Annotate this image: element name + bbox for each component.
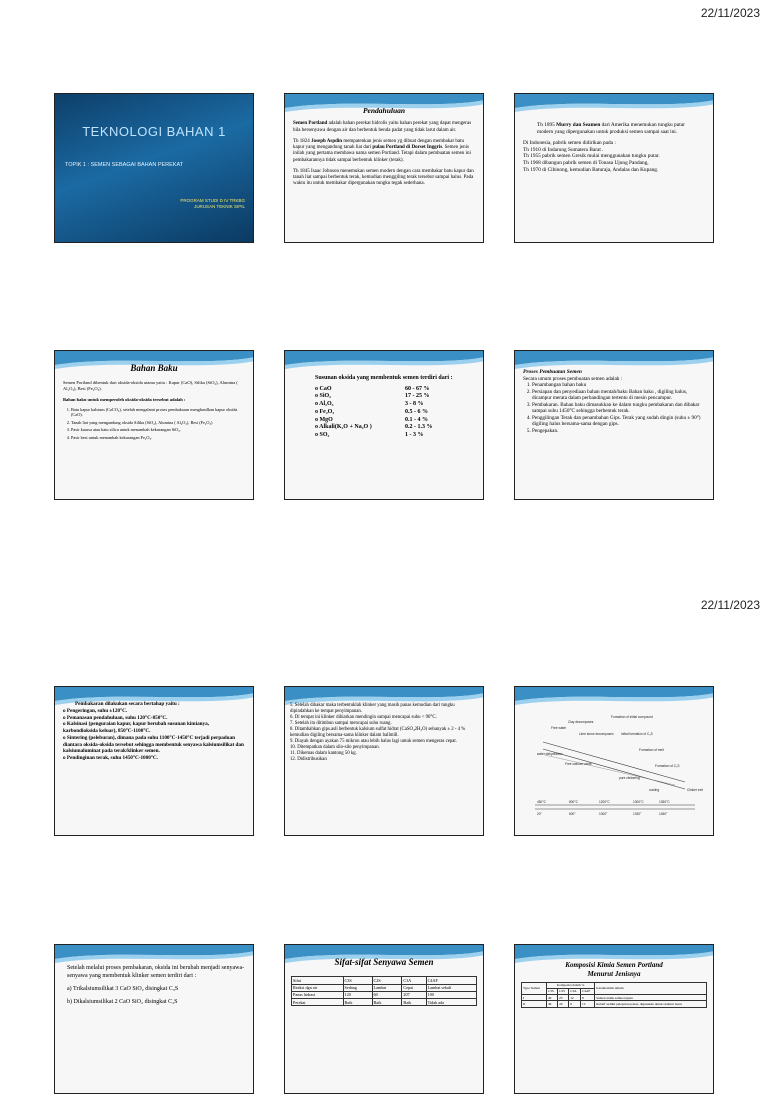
step-line: 7. Setelah itu ditimbun sampai mencapai suhu ruang. bbox=[290, 720, 392, 726]
table-cell: C4AF bbox=[581, 988, 595, 994]
table-cell: Perekat bbox=[292, 999, 344, 1006]
list-item: 2. Tanah liat yang mengandung oksida Silika (SiO₂), Alumina ( Al₂O₃), Besi (Fe₂O₃) bbox=[71, 420, 245, 425]
oxide-name: o Fe₂O₃ bbox=[315, 408, 335, 415]
process-step: 3. Pembakaran. Bahan baku dimasukkan ke dalam tungku pembakaran dan dibakar sampai suhu 1450°C sehingga berbentuk terak. bbox=[532, 402, 705, 415]
table-row bbox=[292, 991, 477, 998]
step-line: 10. Ditempatkan dalam silo-silo penyimpanan. bbox=[290, 744, 380, 750]
temperature-bottom: 1000° bbox=[599, 812, 608, 816]
slide-heading-line-2: Menurut Jenisnya bbox=[587, 969, 641, 978]
table-cell: Lambat sekali bbox=[426, 984, 476, 991]
raw-material-list bbox=[63, 407, 245, 440]
indonesia-history bbox=[523, 140, 705, 173]
slide-komposisi-kimia bbox=[514, 944, 714, 1094]
burning-stage: o Sintering (peleburan), dimana pada suhu 1100°C-1450°C terjadi perpaduan diantara oksida-oksida tersebut sehingga membentuk senyawa kalsiumsilikat dan kalsiumaluminat pada terak/klinker semen. bbox=[63, 734, 244, 755]
diagram-label: Clinker exit bbox=[687, 788, 703, 792]
slide-sejarah bbox=[514, 93, 714, 243]
burning-stage: o Kalsinasi (penguraian kapur, kapur berubah susunan kimianya, karbondioksida keluar), 850°C-1100°C. bbox=[63, 721, 210, 734]
diagram-label: Formation of C₃S bbox=[655, 764, 680, 768]
table-cell: Karakteristik umum bbox=[595, 982, 707, 995]
table-cell: II bbox=[522, 1001, 547, 1007]
slide-header-wave bbox=[285, 351, 484, 373]
oxide-value: 1 - 3 % bbox=[405, 432, 424, 439]
table-cell: 25 bbox=[558, 995, 569, 1001]
diagram-label: water dehydration bbox=[537, 752, 563, 756]
table-cell: Baik bbox=[372, 999, 402, 1006]
list-heading: Bahan baku untuk memperoleh oksida-oksida tersebut adalah : bbox=[63, 396, 186, 402]
slide-title-institution bbox=[180, 198, 245, 210]
table-cell: 207 bbox=[402, 991, 426, 998]
step-line: 8. Ditambahkan gips.asli berbentuk kalsium sulfat hidrat (CaSO₄2H₂O) sebanyak ± 2 - 4 % kemudian digiling bersama-sama klinker dalam ballmill. bbox=[290, 726, 466, 738]
oxide-value: 0.2 - 1.3 % bbox=[405, 424, 433, 431]
table-cell: Reaksi dgn air bbox=[292, 984, 344, 991]
table-cell: C2S bbox=[558, 988, 569, 994]
process-step: 5. Pengepakan. bbox=[532, 428, 705, 435]
temperature-top: 1300°C bbox=[633, 800, 644, 804]
slide-heading-line-1: Komposisi Kimia Semen Portland bbox=[565, 961, 663, 969]
slide-senyawa-klinker bbox=[54, 944, 254, 1094]
temperature-top: 1200°C bbox=[599, 800, 610, 804]
table-cell: C3S bbox=[546, 988, 557, 994]
compound-item: a) Trikalsiumsilikat 3 CaO SiO₂ disingkat C₃S bbox=[67, 985, 179, 992]
table-cell: C2S bbox=[372, 977, 402, 984]
diagram-label: Free calcium oxide bbox=[565, 762, 592, 766]
slide-title-heading: TEKNOLOGI BAHAN 1 bbox=[82, 124, 226, 139]
oxide-row bbox=[315, 424, 453, 432]
diagram-label: Formation of melt bbox=[639, 748, 664, 752]
oxide-value: 0.5 - 6 % bbox=[405, 408, 428, 415]
oxide-value: 3 - 8 % bbox=[405, 401, 424, 408]
composition-table bbox=[521, 982, 707, 1008]
oxide-value: 0.1 - 4 % bbox=[405, 416, 428, 423]
table-cell: Type Semen bbox=[522, 982, 547, 995]
compound-properties-table bbox=[291, 976, 477, 1006]
table-cell: C3A bbox=[402, 977, 426, 984]
table-cell: Semen untuk semua tujuan bbox=[595, 995, 707, 1001]
table-cell: 46 bbox=[546, 1001, 557, 1007]
table-row bbox=[292, 999, 477, 1006]
table-row bbox=[522, 1001, 707, 1007]
table-cell: C4AF bbox=[426, 977, 476, 984]
temperature-top: 800°C bbox=[569, 800, 578, 804]
oxide-row bbox=[315, 432, 453, 440]
paragraph: Th 1824 Joseph Aspdin mempatenkan jenis semen yg dibuat dengan membakar batu kapur yang mengandung tanah liat dari pulau Portland di Dorset Inggris. Semen jenis inilah yang pertama membawa nama semen Portland. Tetapi dalam pembuatan semen ini pembakarannya tidak sampai berbentuk klinker (terak). bbox=[293, 138, 471, 163]
oxide-heading: Susunan oksida yang membentuk semen terdiri dari : bbox=[315, 375, 453, 381]
table-cell: 29 bbox=[558, 1001, 569, 1007]
table-cell: 120 bbox=[343, 991, 372, 998]
temperature-top: 1350°C bbox=[659, 800, 670, 804]
table-cell: 12 bbox=[569, 995, 581, 1001]
institution-line-1: PROGRAM STUDI D IV TRKBG bbox=[180, 198, 245, 203]
table-cell: 49 bbox=[546, 995, 557, 1001]
step-line: 6. Di tempat ini klinker dibiarkan mendingin sampai mencapai suhu < 90°C. bbox=[290, 714, 437, 720]
slide-heading: Bahan Baku bbox=[130, 363, 178, 373]
diagram-label: Free water bbox=[551, 726, 567, 730]
date-top: 22/11/2023 bbox=[700, 6, 760, 20]
oxide-row bbox=[315, 386, 453, 394]
table-cell: 8 bbox=[581, 995, 595, 1001]
process-step: 4. Penggilingan Terak dan penambahan Gips. Terak yang sudah dingin (suhu ± 90°) digiling halus bersama-sama dengan gips. bbox=[532, 415, 705, 428]
temperature-bottom: 600° bbox=[569, 812, 576, 816]
process-intro: Secara umum proses pembuatan semen adalah : bbox=[523, 375, 623, 382]
process-steps bbox=[523, 382, 705, 434]
slide-heading: Pendahuluan bbox=[362, 106, 406, 115]
table-cell: Komposisi dalam % bbox=[546, 982, 594, 988]
temperature-top: 450°C bbox=[537, 800, 546, 804]
paragraph: Semen Portland dibentuk dari oksida-oksida utama yaitu : Kapur (CaO), Silika (SiO₂), Alumina ( Al₂O₃), Besi (Fe₂O₃). bbox=[63, 380, 238, 391]
table-cell: C3A bbox=[569, 988, 581, 994]
history-line: Th 1968 dibangun pabrik semen di Tonasa Ujung Pandang, bbox=[523, 160, 649, 167]
slide-heading: Sifat-sifat Senyawa Semen bbox=[334, 957, 434, 967]
list-item: 3. Pasir kuarsa atau batu silica untuk menambah kekurangan SiO₂. bbox=[71, 427, 245, 432]
history-line: Di Indonesia, pabrik semen didirikan pada : bbox=[523, 140, 616, 147]
paragraph: Th 1845 Isaac Johnson menemukan semen modern dengan cara membakar batu kapur dan tanah liat sampai berbentuk terak, kemudian menggiling terak tersebut sampai halus. Pada waktu itu untuk membakar dipergunakan tungku tegak sederhana. bbox=[293, 168, 474, 187]
institution-line-2: JURUSAN TEKNIK SIPIL bbox=[194, 203, 245, 209]
oxide-name: o SiO₂ bbox=[315, 393, 331, 400]
burning-stage: o Pendinginan terak, suhu 1450°C-1000°C. bbox=[63, 755, 158, 761]
table-cell: I bbox=[522, 995, 547, 1001]
kiln-diagram bbox=[515, 687, 714, 836]
table-cell: 60 bbox=[372, 991, 402, 998]
oxide-name: o Alkali(K₂O + Na₂O ) bbox=[315, 424, 372, 431]
table-cell: Sifat bbox=[292, 977, 344, 984]
slide-header-wave bbox=[515, 94, 714, 116]
table-cell: Baik bbox=[402, 999, 426, 1006]
diagram-label: Lime stone decomposes bbox=[579, 732, 614, 736]
slide-title bbox=[54, 93, 254, 243]
burning-stage: o Pemanasan pendahuluan, suhu 120°C-850°C. bbox=[63, 714, 168, 721]
diagram-label: Clay decomposes bbox=[568, 720, 594, 724]
process-step: 1. Penambangan bahan baku bbox=[532, 382, 705, 389]
diagram-label: Initial formation of C₃S bbox=[621, 732, 653, 736]
oxide-name: o MgO bbox=[315, 416, 333, 423]
table-cell: Lambat bbox=[372, 984, 402, 991]
slide-sifat-senyawa bbox=[284, 944, 484, 1094]
oxide-list bbox=[315, 386, 453, 441]
diagram-label: cooling bbox=[649, 788, 660, 792]
table-cell: C3S bbox=[343, 977, 372, 984]
table-cell: Sedang bbox=[343, 984, 372, 991]
slide-kiln-diagram bbox=[514, 686, 714, 836]
history-line: Th 1970 di Cibinong, kemudian Baturaja, Andalas dan Kupang. bbox=[523, 166, 659, 173]
table-cell: Baik bbox=[343, 999, 372, 1006]
slide-tahap-pembakaran bbox=[54, 686, 254, 836]
table-cell: Cepat bbox=[402, 984, 426, 991]
history-line: Th 1955 pabrik semen Gresik mulai menggunakan tungku putar. bbox=[523, 153, 660, 160]
paragraph: Semen Portland adalah bahan perekat hidrolis yaitu bahan perekat yang dapat mengeras bila bersenyawa dengan air dan berbentuk benda padat yang tidak larut dalam air. bbox=[293, 121, 472, 133]
oxide-name: o CaO bbox=[315, 385, 332, 392]
oxide-row bbox=[315, 409, 453, 417]
compound-intro: Setelah melalui proses pembakaran, oksida ini berubah menjadi senyawa-senyawa yang membentuk klinker semen terdiri dari : bbox=[67, 965, 245, 979]
table-cell: 6 bbox=[569, 1001, 581, 1007]
slide-langkah-lanjutan bbox=[284, 686, 484, 836]
oxide-value: 60 - 67 % bbox=[405, 385, 430, 392]
burning-intro: Pembakaran dilakukan secara bertahap yaitu : bbox=[75, 701, 180, 707]
oxide-name: o Al₂O₃ bbox=[315, 401, 334, 408]
slide-heading bbox=[521, 961, 707, 979]
oxide-row bbox=[315, 401, 453, 409]
list-item: 4. Pasir besi untuk menambah kekurangan Fe₂O₃. bbox=[71, 435, 245, 440]
process-step: 2. Persiapan dan penyediaan bahan mentah/baku Bahan baku , digiling halus, dicampur merata dalam perbandingan tertentu di mesin pencampur. bbox=[532, 389, 705, 402]
compound-item: b) Dikalsiumsilikat 2 CaO SiO₂ disingkat C₂S bbox=[67, 999, 178, 1006]
burning-stage: o Pengeringan, suhu ±120°C. bbox=[63, 707, 128, 714]
step-line: 12. Didistribusikan bbox=[290, 756, 327, 762]
temperature-bottom: 1450° bbox=[659, 812, 668, 816]
list-item: 1. Batu kapur kalsium (CaCO₃), setelah mengalami proses pembakaran menghasilkan kapur oksida (CaO). bbox=[71, 407, 245, 418]
table-cell: 12 bbox=[581, 1001, 595, 1007]
step-line: 11. Dikemas dalam kantong 50 kg. bbox=[290, 750, 357, 756]
slide-bahan-baku bbox=[54, 350, 254, 500]
table-cell: Panas hidrasi bbox=[292, 991, 344, 998]
step-line: 5. Setelah dibakar maka terbentuklah klinker yang masih panas kemudian dari tungku dipindahkan ke tempat penyimpanan. bbox=[290, 703, 455, 714]
slide-header-wave bbox=[55, 945, 254, 967]
slide-heading: Proses Pembuatan Semen bbox=[523, 369, 582, 375]
temperature-bottom: 20° bbox=[537, 812, 542, 816]
oxide-name: o SO₃ bbox=[315, 432, 330, 439]
table-header-row bbox=[292, 977, 477, 984]
oxide-row bbox=[315, 393, 453, 401]
slide-proses-pembuatan bbox=[514, 350, 714, 500]
slide-susunan-oksida bbox=[284, 350, 484, 500]
table-cell: Relatif sedikit pelepasan panas, digunakan untuk struktur besar bbox=[595, 1001, 707, 1007]
table-cell: 100 bbox=[426, 991, 476, 998]
slide-title-subtitle: TOPIK 1 : SEMEN SEBAGAI BAHAN PEREKAT bbox=[65, 162, 184, 168]
diagram-label: Formation of initial compound bbox=[611, 715, 653, 719]
slide-pendahuluan bbox=[284, 93, 484, 243]
oxide-value: 17 - 25 % bbox=[405, 393, 430, 400]
table-cell: Tidak ada bbox=[426, 999, 476, 1006]
date-middle: 22/11/2023 bbox=[700, 598, 760, 612]
diagram-label: pure clinkering bbox=[619, 776, 640, 780]
paragraph: Th 1895 Murry dan Seamen dari Amerika menemukan tungku putar modern yang dipergunakan untuk produksi semen sampai saat ini. bbox=[537, 122, 685, 135]
temperature-bottom: 1330° bbox=[633, 812, 642, 816]
step-line: 9. Diayak dengan ayakan 75 mikron atau lebih halus lagi untuk semen mengeras cepat. bbox=[290, 738, 457, 744]
table-row bbox=[292, 984, 477, 991]
history-line: Th 1910 di Indarung Sumatera Barat . bbox=[523, 146, 604, 153]
